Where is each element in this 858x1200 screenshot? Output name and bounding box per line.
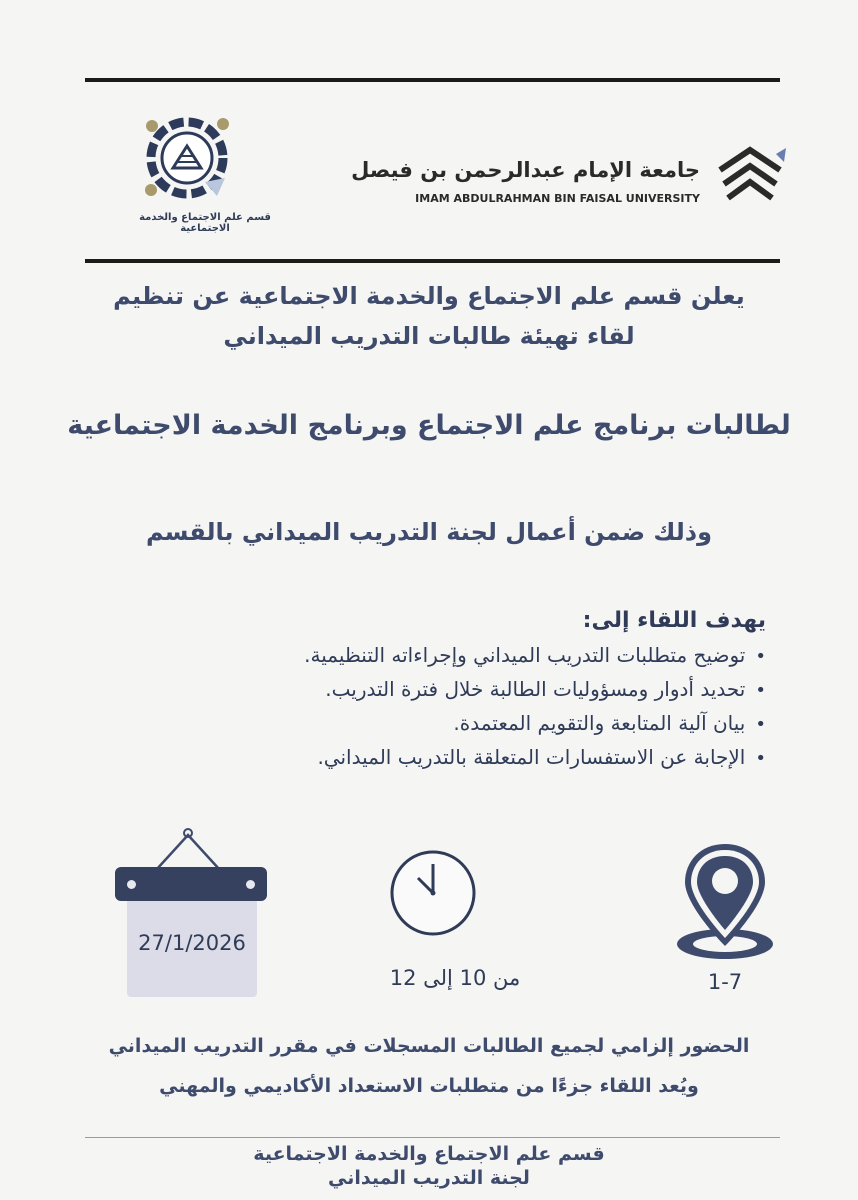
footer-department: قسم علم الاجتماع والخدمة الاجتماعية [253,1143,605,1165]
department-logo-text: قسم علم الاجتماع والخدمة الاجتماعية [139,212,271,234]
footer-divider [85,1137,780,1138]
top-divider [85,78,780,82]
attendance-notice-line-2: ويُعد اللقاء جزءًا من متطلبات الاستعداد الأكاديمي والمهني [159,1075,699,1097]
calendar-header-bar [115,867,267,901]
clock-icon [388,848,478,938]
announcement-line-2: لقاء تهيئة طالبات التدريب الميداني [223,322,635,350]
goal-item: • توضيح متطلبات التدريب الميداني وإجراءاته التنظيمية. [126,643,766,667]
goals-section [126,608,766,779]
attendance-notice-line-1: الحضور إلزامي لجميع الطالبات المسجلات في مقرر التدريب الميداني [108,1035,750,1057]
footer-committee: لجنة التدريب الميداني [328,1167,530,1189]
context-line: وذلك ضمن أعمال لجنة التدريب الميداني بالقسم [145,518,712,546]
goal-item: • بيان آلية المتابعة والتقويم المعتمدة. [126,711,766,735]
department-emblem-icon [125,112,295,207]
university-emblem-icon [710,140,790,210]
announcement-line-1: يعلن قسم علم الاجتماع والخدمة الاجتماعية عن تنظيم [113,282,745,310]
event-time: من 10 إلى 12 [389,966,521,990]
event-location: 1-7 [707,970,743,994]
university-logo [351,140,790,210]
department-logo [125,112,295,232]
time-widget [380,848,540,998]
audience-line: لطالبات برنامج علم الاجتماع وبرنامج الخدمة الاجتماعية [67,410,791,441]
university-name-ar: جامعة الإمام عبدالرحمن بن فيصل [351,158,700,182]
goal-item: • تحديد أدوار ومسؤوليات الطالبة خلال فترة التدريب. [126,677,766,701]
header-divider [85,259,780,263]
location-pin-icon [673,840,777,970]
event-date: 27/1/2026 [138,931,246,955]
goals-heading: يهدف اللقاء إلى: [582,608,766,633]
calendar-widget [110,825,270,1000]
university-name-en: IMAM ABDULRAHMAN BIN FAISAL UNIVERSITY [415,192,700,205]
location-widget [670,840,780,1000]
goal-item: • الإجابة عن الاستفسارات المتعلقة بالتدريب الميداني. [126,745,766,769]
